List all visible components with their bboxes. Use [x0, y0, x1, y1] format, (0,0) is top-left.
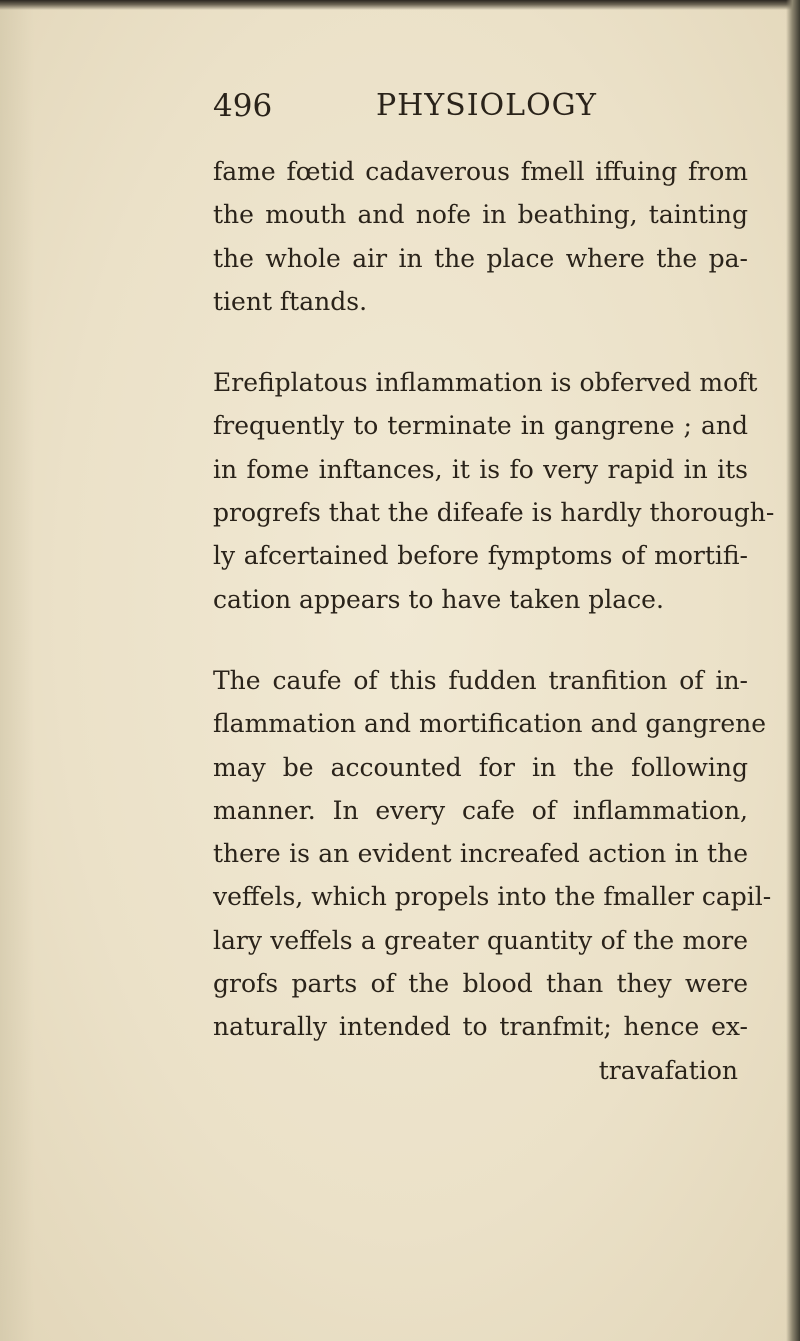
body-text	[213, 150, 775, 1092]
text-line: manner. In every cafe of inflammation,	[213, 795, 748, 825]
text-line: veffels, which propels into the fmaller capil-	[213, 882, 772, 912]
text-line: progrefs that the difeafe is hardly thorough-	[213, 498, 775, 528]
text-line: The caufe of this fudden tranfition of in-	[213, 665, 748, 695]
text-line: frequently to terminate in gangrene ; and	[213, 411, 748, 441]
right-edge-shadow	[786, 0, 800, 1341]
text-line: ly afcertained before fymptoms of mortifi-	[213, 541, 748, 571]
text-line: lary veffels a greater quantity of the more	[213, 925, 748, 955]
text-line: naturally intended to tranfmit; hence ex-	[213, 1012, 748, 1042]
page-number: 496	[213, 88, 273, 124]
running-title: PHYSIOLOGY	[376, 88, 597, 123]
text-line: the mouth and nofe in beathing, tainting	[213, 200, 748, 230]
text-line: tient ftands.	[213, 286, 368, 316]
text-line: may be accounted for in the following	[213, 752, 748, 782]
text-line: cation appears to have taken place.	[213, 584, 664, 614]
text-line: in fome inftances, it is fo very rapid in its	[213, 454, 748, 484]
text-line: fame fœtid cadaverous fmell iffuing from	[213, 157, 748, 186]
text-line: flammation and mortification and gangrene	[213, 709, 767, 739]
text-line: the whole air in the place where the pa-	[213, 243, 748, 273]
top-edge-shadow	[0, 0, 800, 10]
running-header	[0, 86, 800, 130]
page-gutter-shadow	[0, 0, 34, 1341]
text-line: there is an evident increafed action in the	[213, 839, 748, 869]
text-line: grofs parts of the blood than they were	[213, 969, 748, 999]
paragraph-1	[213, 150, 748, 323]
text-line: Erefiplatous inflammation is obferved moft	[213, 368, 758, 398]
paragraph-2	[213, 361, 775, 621]
paragraph-3	[213, 659, 772, 1049]
catchword: travafation	[598, 1055, 738, 1085]
